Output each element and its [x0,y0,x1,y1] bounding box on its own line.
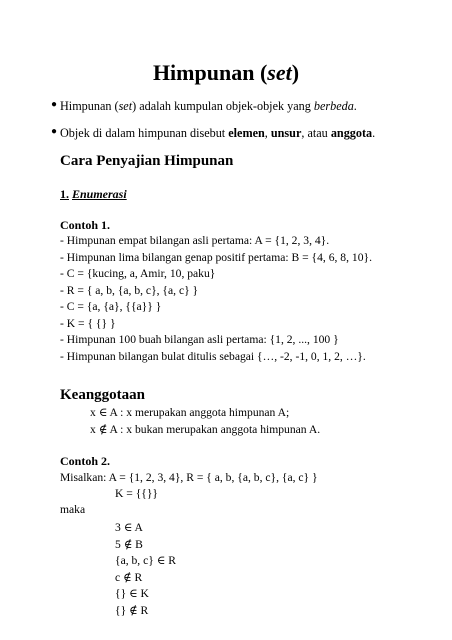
contoh2-maka: maka [60,503,86,516]
contoh2-result-line: {} ∉ R [115,603,149,617]
subsection-enumerasi [60,187,127,202]
text: set [118,99,133,113]
section-heading-keanggotaan: Keanggotaan [60,387,146,403]
text: Enumerasi [72,187,127,201]
contoh1-line: - Himpunan 100 buah bilangan asli pertama: {1, 2, ..., 100 } [60,333,339,346]
text: Himpunan ( [60,99,119,113]
text: ) adalah kumpulan objek-objek yang [132,99,314,113]
contoh1-line: - Himpunan empat bilangan asli pertama: A = {1, 2, 3, 4}. [60,234,330,247]
text: 1. [60,187,69,201]
bullet-icon: ● [51,99,58,110]
text: , atau [301,126,331,140]
contoh1-line: - K = { {} } [60,316,116,330]
bullet-elements [51,126,376,141]
text: . [372,126,376,140]
contoh2-result-line: {} ∈ K [115,587,149,600]
contoh1-line: - C = {kucing, a, Amir, 10, paku} [60,267,216,280]
keanggotaan-line: x ∉ A : x bukan merupakan anggota himpunan A. [90,423,321,436]
text: Objek di dalam himpunan disebut [60,126,229,140]
contoh1-line: - Himpunan bilangan bulat ditulis sebagai {…, -2, -1, 0, 1, 2, …}. [60,349,366,363]
bullet-definition [51,99,357,114]
contoh2-result-line: 5 ∉ B [115,537,143,551]
page-title: Himpunan (set) [152,60,300,85]
text: , [264,126,271,140]
contoh2-misalkan: Misalkan: A = {1, 2, 3, 4}, R = { a, b, {a, b, c}, {a, c} } [60,471,318,484]
contoh2-result-line: {a, b, c} ∈ R [115,554,176,567]
text: . [353,99,357,113]
title-set-word: set [267,60,292,85]
keanggotaan-line: x ∈ A : x merupakan anggota himpunan A; [90,406,290,419]
text: berbeda [313,99,354,113]
contoh1-heading: Contoh 1. [60,218,111,232]
contoh1-line: - C = {a, {a}, {{a}} } [60,300,162,313]
contoh2-result-line: 3 ∈ A [115,521,143,534]
section-heading-cara: Cara Penyajian Himpunan [60,153,234,169]
contoh2-heading: Contoh 2. [60,454,111,468]
contoh1-line: - Himpunan lima bilangan genap positif pertama: B = {4, 6, 8, 10}. [60,250,372,264]
contoh2-k-line: K = {{}} [115,487,158,500]
title-text: Himpunan [152,60,255,85]
contoh2-result-line: c ∉ R [115,570,143,584]
bullet-icon: ● [51,126,58,137]
text: unsur [270,126,302,140]
contoh1-line: - R = { a, b, {a, b, c}, {a, c} } [60,283,199,297]
text: elemen [228,126,265,140]
text: anggota [330,126,373,140]
